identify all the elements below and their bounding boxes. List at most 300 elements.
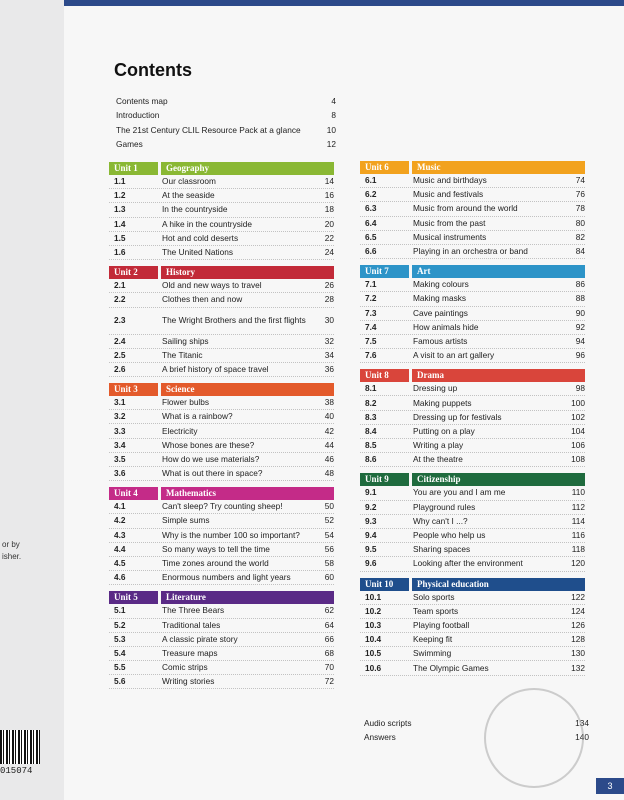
lesson-title: Keeping fit — [413, 634, 453, 645]
lesson-row[interactable] — [109, 363, 334, 377]
lesson-row[interactable] — [109, 175, 334, 189]
top-rule — [64, 0, 624, 6]
lesson-page: 30 — [324, 315, 334, 325]
units-column-right — [360, 161, 585, 682]
lesson-title: Whose bones are these? — [162, 439, 255, 450]
lesson-row[interactable] — [109, 557, 334, 571]
lesson-number: 10.1 — [365, 591, 382, 602]
lesson-row[interactable] — [109, 410, 334, 424]
lesson-number: 3.2 — [114, 411, 126, 422]
lesson-row[interactable] — [360, 439, 585, 453]
lesson-page: 50 — [324, 501, 334, 512]
lesson-page: 16 — [324, 190, 334, 201]
lesson-row[interactable] — [109, 571, 334, 585]
lesson-row[interactable] — [360, 411, 585, 425]
lesson-page: 100 — [571, 397, 585, 408]
lesson-page: 126 — [571, 619, 585, 630]
lesson-page: 76 — [575, 189, 585, 200]
unit-name: Art — [412, 265, 585, 278]
lesson-page: 104 — [571, 425, 585, 436]
lesson-page: 80 — [575, 217, 585, 228]
lesson-row[interactable] — [109, 232, 334, 246]
lesson-title: Why can't I ...? — [413, 515, 468, 526]
lesson-page: 40 — [324, 411, 334, 422]
lesson-number: 8.2 — [365, 397, 377, 408]
lesson-page: 56 — [324, 543, 334, 554]
lesson-title: How animals hide — [413, 321, 479, 332]
lesson-row[interactable] — [109, 279, 334, 293]
intro-row[interactable] — [116, 108, 336, 122]
lesson-row[interactable] — [360, 174, 585, 188]
lesson-title: Flower bulbs — [162, 397, 210, 408]
intro-label: Introduction — [116, 110, 160, 121]
lesson-title: What is out there in space? — [162, 468, 263, 479]
unit-block — [109, 162, 334, 260]
unit-name: Literature — [161, 591, 334, 604]
lesson-page: 38 — [324, 397, 334, 408]
lesson-row[interactable] — [360, 486, 585, 500]
lesson-row[interactable] — [109, 246, 334, 260]
lesson-page: 60 — [324, 572, 334, 583]
lesson-number: 5.2 — [114, 619, 126, 630]
lesson-number: 4.2 — [114, 515, 126, 526]
lesson-row[interactable] — [360, 349, 585, 363]
lesson-title: Simple sums — [162, 515, 210, 526]
unit-label: Unit 10 — [360, 578, 409, 591]
lesson-title: Music and festivals — [413, 189, 484, 200]
lesson-number: 6.4 — [365, 217, 377, 228]
lesson-page: 106 — [571, 440, 585, 451]
lesson-number: 4.4 — [114, 543, 126, 554]
lesson-row[interactable] — [109, 424, 334, 438]
lesson-page: 90 — [575, 307, 585, 318]
lesson-title: At the seaside — [162, 190, 215, 201]
lesson-page: 52 — [324, 515, 334, 526]
unit-block — [360, 473, 585, 571]
lesson-number: 9.3 — [365, 515, 377, 526]
lesson-number: 10.5 — [365, 648, 382, 659]
lesson-row[interactable] — [109, 218, 334, 232]
unit-label: Unit 7 — [360, 265, 409, 278]
lesson-title: Hot and cold deserts — [162, 232, 239, 243]
lesson-title: Solo sports — [413, 591, 455, 602]
lesson-page: 24 — [324, 247, 334, 258]
lesson-title: A visit to an art gallery — [413, 350, 495, 361]
lesson-number: 7.4 — [365, 321, 377, 332]
lesson-title: Comic strips — [162, 662, 208, 673]
lesson-page: 48 — [324, 468, 334, 479]
unit-name: Mathematics — [161, 487, 334, 500]
lesson-number: 1.6 — [114, 247, 126, 258]
lesson-title: A hike in the countryside — [162, 218, 252, 229]
lesson-number: 1.4 — [114, 218, 126, 229]
lesson-number: 10.3 — [365, 619, 382, 630]
lesson-title: The Three Bears — [162, 605, 225, 616]
lesson-number: 5.4 — [114, 647, 126, 658]
unit-label: Unit 8 — [360, 369, 409, 382]
lesson-title: Writing stories — [162, 676, 215, 687]
unit-name: Music — [412, 161, 585, 174]
lesson-row[interactable] — [360, 396, 585, 410]
lesson-row[interactable] — [360, 335, 585, 349]
lesson-title: Team sports — [413, 605, 459, 616]
lesson-page: 28 — [324, 294, 334, 305]
lesson-title: Writing a play — [413, 440, 464, 451]
intro-label: The 21st Century CLIL Resource Pack at a glance — [116, 124, 301, 135]
lesson-number: 9.2 — [365, 501, 377, 512]
lesson-title: Traditional tales — [162, 619, 221, 630]
lesson-page: 42 — [324, 425, 334, 436]
intro-label: Contents map — [116, 96, 168, 106]
unit-header — [360, 578, 585, 591]
lesson-title: Dressing up for festivals — [413, 411, 502, 422]
lesson-page: 44 — [324, 439, 334, 450]
lesson-number: 1.5 — [114, 232, 126, 243]
lesson-page: 88 — [575, 293, 585, 304]
lesson-title: Music from around the world — [413, 203, 518, 214]
lesson-row[interactable] — [360, 292, 585, 306]
lesson-page: 98 — [575, 383, 585, 394]
extra-page: 140 — [575, 732, 589, 742]
lesson-number: 1.2 — [114, 190, 126, 201]
lesson-row[interactable] — [109, 661, 334, 675]
lesson-page: 84 — [575, 246, 585, 257]
lesson-page: 54 — [324, 529, 334, 540]
intro-page: 4 — [331, 96, 336, 106]
unit-label: Unit 1 — [109, 162, 158, 175]
lesson-title: Playing football — [413, 619, 470, 630]
intro-page: 10 — [326, 124, 336, 135]
barcode-digits: 015074 — [0, 766, 33, 776]
unit-label: Unit 4 — [109, 487, 158, 500]
lesson-number: 4.1 — [114, 501, 126, 512]
lesson-number: 2.1 — [114, 280, 126, 291]
unit-block — [360, 578, 585, 676]
lesson-page: 74 — [575, 175, 585, 186]
lesson-row[interactable] — [360, 529, 585, 543]
lesson-title: Our classroom — [162, 176, 216, 187]
lesson-number: 1.3 — [114, 204, 126, 215]
lesson-number: 6.1 — [365, 175, 377, 186]
lesson-row[interactable] — [360, 557, 585, 571]
intro-row[interactable] — [116, 123, 336, 137]
lesson-row[interactable] — [109, 514, 334, 528]
lesson-number: 7.2 — [365, 293, 377, 304]
lesson-title: What is a rainbow? — [162, 411, 233, 422]
lesson-number: 5.6 — [114, 676, 126, 687]
lesson-page: 62 — [324, 605, 334, 616]
lesson-number: 6.5 — [365, 231, 377, 242]
intro-row[interactable] — [116, 94, 336, 108]
intro-row[interactable] — [116, 137, 336, 151]
lesson-row[interactable] — [360, 217, 585, 231]
unit-header — [109, 383, 334, 396]
lesson-title: A brief history of space travel — [162, 363, 269, 374]
unit-name: Geography — [161, 162, 334, 175]
lesson-title: Why is the number 100 so important? — [162, 529, 300, 540]
lesson-page: 82 — [575, 231, 585, 242]
lesson-title: The Olympic Games — [413, 662, 489, 673]
lesson-number: 6.2 — [365, 189, 377, 200]
lesson-row[interactable] — [109, 349, 334, 363]
lesson-row[interactable] — [360, 245, 585, 259]
lesson-title: Old and new ways to travel — [162, 280, 262, 291]
lesson-row[interactable] — [360, 425, 585, 439]
lesson-title: The United Nations — [162, 247, 234, 258]
lesson-page: 18 — [324, 204, 334, 215]
unit-label: Unit 5 — [109, 591, 158, 604]
unit-block — [360, 369, 585, 467]
unit-block — [109, 591, 334, 689]
lesson-title: Cave paintings — [413, 307, 468, 318]
lesson-page: 36 — [324, 363, 334, 374]
lesson-number: 6.6 — [365, 246, 377, 257]
lesson-page: 112 — [571, 501, 585, 512]
lesson-row[interactable] — [360, 231, 585, 245]
lesson-row[interactable] — [360, 188, 585, 202]
lesson-row[interactable] — [109, 453, 334, 467]
unit-header — [109, 591, 334, 604]
lesson-page: 116 — [571, 530, 585, 541]
lesson-title: So many ways to tell the time — [162, 543, 270, 554]
lesson-number: 5.3 — [114, 633, 126, 644]
lesson-page: 110 — [571, 487, 585, 498]
lesson-title: Making puppets — [413, 397, 472, 408]
lesson-title: People who help us — [413, 530, 486, 541]
unit-name: Physical education — [412, 578, 585, 591]
lesson-page: 72 — [324, 676, 334, 687]
lesson-page: 94 — [575, 335, 585, 346]
lesson-title: The Wright Brothers and the first flights — [162, 315, 306, 325]
unit-block — [109, 487, 334, 585]
lesson-title: Clothes then and now — [162, 294, 243, 305]
lesson-number: 7.6 — [365, 350, 377, 361]
lesson-page: 14 — [324, 176, 334, 187]
lesson-title: Making masks — [413, 293, 467, 304]
intro-page: 12 — [326, 139, 336, 150]
lesson-row[interactable] — [360, 382, 585, 396]
lesson-title: How do we use materials? — [162, 453, 260, 464]
lesson-number: 8.3 — [365, 411, 377, 422]
unit-header — [109, 487, 334, 500]
lesson-number: 3.1 — [114, 397, 126, 408]
lesson-page: 128 — [571, 634, 585, 645]
lesson-title: Dressing up — [413, 383, 458, 394]
lesson-title: Can't sleep? Try counting sheep! — [162, 501, 283, 512]
extra-label: Audio scripts — [364, 718, 412, 728]
lesson-title: Sharing spaces — [413, 544, 471, 555]
lesson-row[interactable] — [360, 278, 585, 292]
lesson-row[interactable] — [109, 604, 334, 618]
lesson-number: 4.5 — [114, 558, 126, 569]
lesson-page: 32 — [324, 335, 334, 346]
lesson-title: Playing in an orchestra or band — [413, 246, 528, 257]
lesson-row[interactable] — [360, 453, 585, 467]
unit-header — [360, 369, 585, 382]
page-number: 3 — [596, 778, 624, 794]
unit-name: Drama — [412, 369, 585, 382]
lesson-row[interactable] — [360, 605, 585, 619]
lesson-page: 130 — [571, 648, 585, 659]
lesson-page: 108 — [571, 454, 585, 465]
lesson-row[interactable] — [109, 543, 334, 557]
lesson-title: Musical instruments — [413, 231, 487, 242]
lesson-row[interactable] — [109, 529, 334, 543]
left-page-text-1: or by — [2, 540, 20, 549]
lesson-row[interactable] — [109, 308, 334, 335]
lesson-number: 7.5 — [365, 335, 377, 346]
lesson-row[interactable] — [109, 293, 334, 307]
intro-list — [116, 94, 336, 152]
lesson-page: 118 — [571, 544, 585, 555]
unit-block — [360, 161, 585, 259]
lesson-title: Putting on a play — [413, 425, 475, 436]
lesson-number: 3.3 — [114, 425, 126, 436]
lesson-number: 3.4 — [114, 439, 126, 450]
lesson-row[interactable] — [109, 633, 334, 647]
left-page-text-2: isher. — [2, 552, 22, 561]
intro-label: Games — [116, 139, 143, 150]
lesson-title: Making colours — [413, 279, 469, 290]
lesson-number: 8.1 — [365, 383, 377, 394]
lesson-title: Playground rules — [413, 501, 476, 512]
lesson-row[interactable] — [360, 661, 585, 675]
lesson-title: Sailing ships — [162, 335, 209, 346]
lesson-title: Treasure maps — [162, 647, 218, 658]
unit-name: Citizenship — [412, 473, 585, 486]
lesson-number: 5.5 — [114, 662, 126, 673]
lesson-number: 2.5 — [114, 349, 126, 360]
lesson-number: 6.3 — [365, 203, 377, 214]
lesson-row[interactable] — [109, 467, 334, 481]
lesson-title: Looking after the environment — [413, 558, 523, 569]
lesson-row[interactable] — [109, 203, 334, 217]
lesson-page: 70 — [324, 662, 334, 673]
lesson-number: 10.6 — [365, 662, 382, 673]
lesson-row[interactable] — [109, 396, 334, 410]
lesson-number: 5.1 — [114, 605, 126, 616]
lesson-title: Electricity — [162, 425, 198, 436]
unit-block — [109, 383, 334, 481]
left-page-edge — [0, 0, 65, 800]
lesson-number: 8.6 — [365, 454, 377, 465]
lesson-page: 22 — [324, 232, 334, 243]
lesson-row[interactable] — [360, 543, 585, 557]
lesson-title: The Titanic — [162, 349, 203, 360]
lesson-number: 7.3 — [365, 307, 377, 318]
lesson-row[interactable] — [109, 647, 334, 661]
lesson-row[interactable] — [109, 189, 334, 203]
lesson-row[interactable] — [360, 501, 585, 515]
lesson-number: 8.4 — [365, 425, 377, 436]
lesson-page: 86 — [575, 279, 585, 290]
unit-name: History — [161, 266, 334, 279]
lesson-number: 7.1 — [365, 279, 377, 290]
extra-page: 134 — [575, 718, 589, 728]
lesson-title: Music from the past — [413, 217, 486, 228]
page-title: Contents — [114, 60, 192, 80]
lesson-number: 3.5 — [114, 453, 126, 464]
lesson-page: 124 — [571, 605, 585, 616]
lesson-page: 68 — [324, 647, 334, 658]
lesson-number: 4.3 — [114, 529, 126, 540]
lesson-page: 78 — [575, 203, 585, 214]
lesson-number: 3.6 — [114, 468, 126, 479]
lesson-number: 9.4 — [365, 530, 377, 541]
lesson-number: 10.4 — [365, 634, 382, 645]
lesson-row[interactable] — [360, 633, 585, 647]
lesson-page: 66 — [324, 633, 334, 644]
lesson-row[interactable] — [360, 647, 585, 661]
extra-label: Answers — [364, 732, 396, 742]
lesson-number: 8.5 — [365, 440, 377, 451]
units-column-left — [109, 162, 334, 695]
lesson-number: 2.2 — [114, 294, 126, 305]
unit-block — [360, 265, 585, 363]
lesson-title: You are you and I am me — [413, 487, 506, 498]
unit-header — [109, 162, 334, 175]
lesson-title: A classic pirate story — [162, 633, 238, 644]
lesson-page: 96 — [575, 350, 585, 361]
lesson-title: In the countryside — [162, 204, 228, 215]
lesson-page: 64 — [324, 619, 334, 630]
contents-page — [64, 0, 624, 800]
lesson-row[interactable] — [360, 591, 585, 605]
lesson-number: 10.2 — [365, 605, 382, 616]
lesson-row[interactable] — [109, 335, 334, 349]
lesson-title: Music and birthdays — [413, 175, 487, 186]
unit-label: Unit 3 — [109, 383, 158, 396]
unit-header — [360, 473, 585, 486]
lesson-page: 20 — [324, 218, 334, 229]
unit-label: Unit 6 — [360, 161, 409, 174]
lesson-number: 9.6 — [365, 558, 377, 569]
lesson-row[interactable] — [360, 307, 585, 321]
lesson-page: 122 — [571, 591, 585, 602]
lesson-number: 4.6 — [114, 572, 126, 583]
lesson-title: Enormous numbers and light years — [162, 572, 291, 583]
lesson-page: 34 — [324, 349, 334, 360]
lesson-page: 132 — [571, 662, 585, 673]
lesson-page: 58 — [324, 558, 334, 569]
watermark-stamp — [484, 688, 584, 788]
lesson-row[interactable] — [360, 619, 585, 633]
lesson-title: Famous artists — [413, 335, 468, 346]
lesson-row[interactable] — [360, 515, 585, 529]
lesson-number: 1.1 — [114, 176, 126, 187]
unit-label: Unit 2 — [109, 266, 158, 279]
lesson-number: 9.1 — [365, 487, 377, 498]
lesson-row[interactable] — [109, 619, 334, 633]
unit-header — [360, 265, 585, 278]
lesson-title: Swimming — [413, 648, 452, 659]
lesson-row[interactable] — [109, 439, 334, 453]
unit-name: Science — [161, 383, 334, 396]
unit-label: Unit 9 — [360, 473, 409, 486]
lesson-page: 114 — [571, 515, 585, 526]
lesson-row[interactable] — [360, 202, 585, 216]
intro-page: 8 — [331, 110, 336, 121]
lesson-row[interactable] — [109, 500, 334, 514]
lesson-page: 46 — [324, 453, 334, 464]
lesson-row[interactable] — [109, 675, 334, 689]
lesson-number: 2.4 — [114, 335, 126, 346]
lesson-row[interactable] — [360, 321, 585, 335]
lesson-page: 120 — [571, 558, 585, 569]
lesson-number: 9.5 — [365, 544, 377, 555]
lesson-page: 102 — [571, 411, 585, 422]
lesson-page: 92 — [575, 321, 585, 332]
